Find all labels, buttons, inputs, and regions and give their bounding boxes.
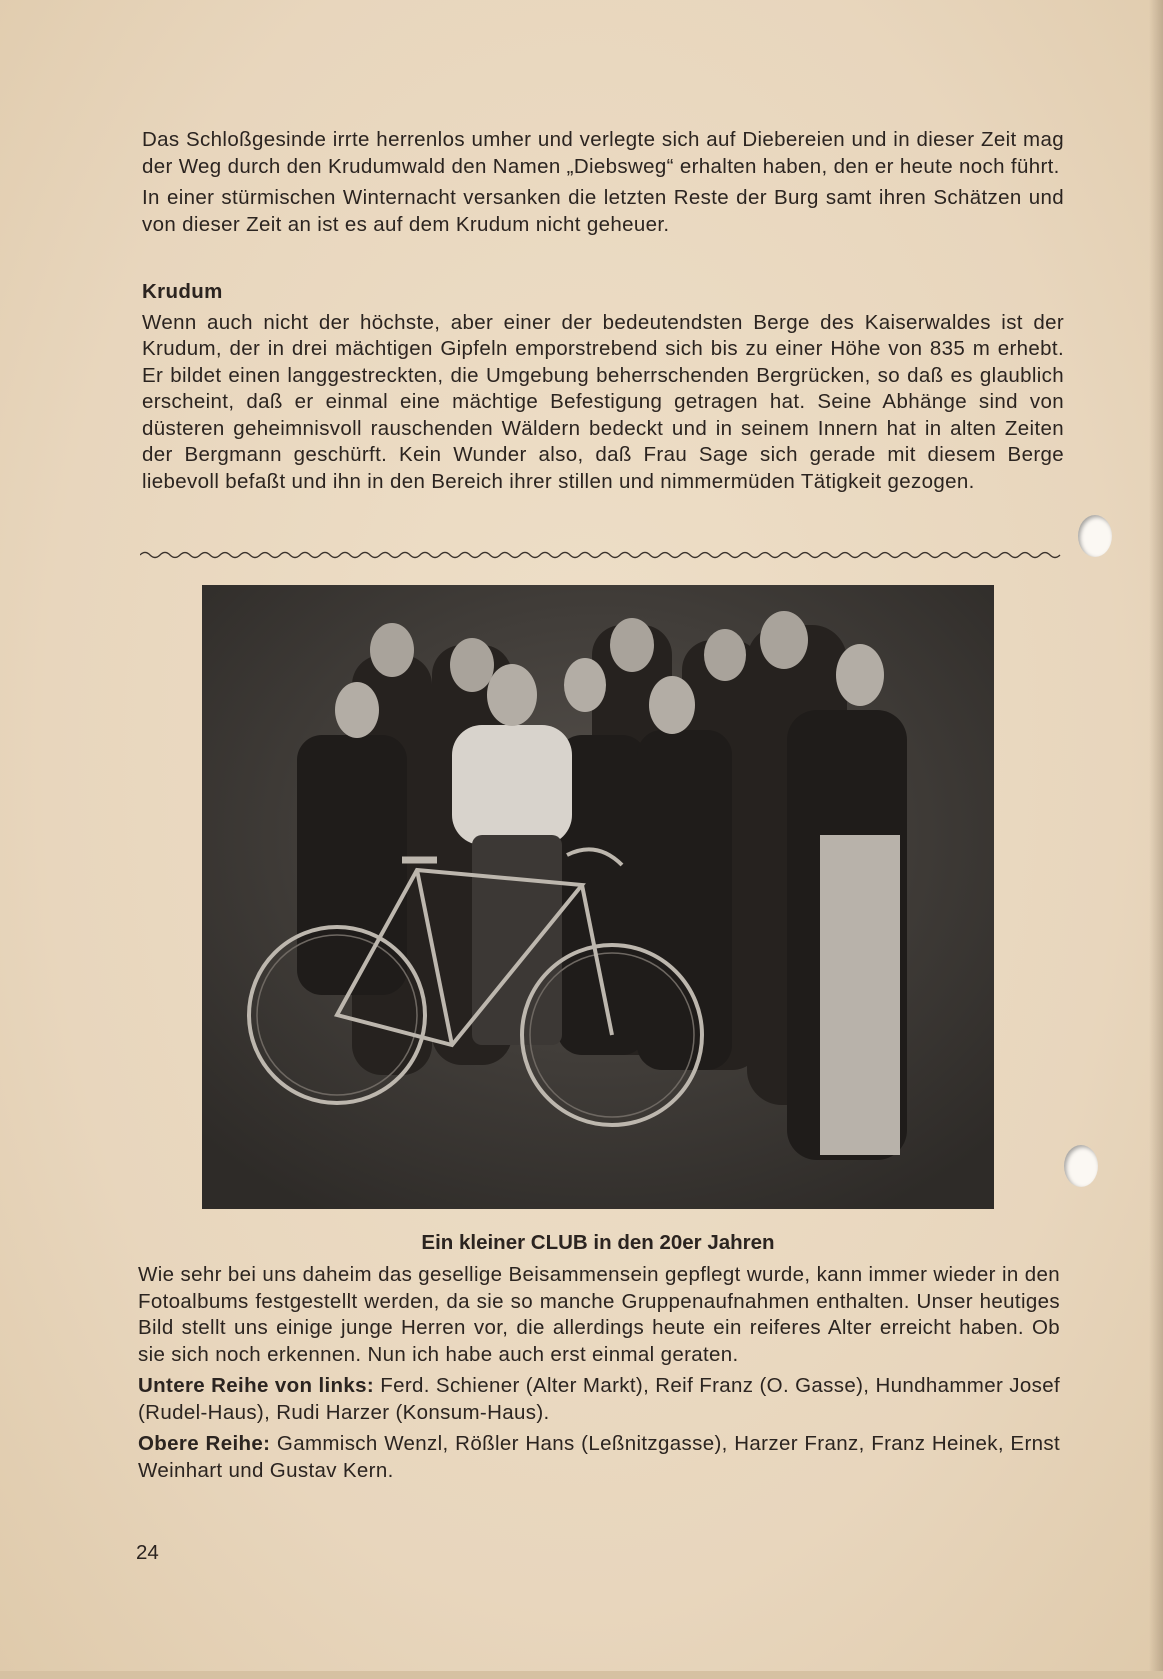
lower-row-line: [138, 1373, 1060, 1426]
page-edge-shadow: [1149, 0, 1163, 1679]
paragraph-krudum: Wenn auch nicht der höchste, aber einer der bedeutendsten Berge des Kaiserwaldes ist der Krudum, der in drei mächtigen Gipfeln emporstrebend sich bis zu einer Höhe von 835 m erhebt. Er bildet einen langgestreckten, die Umgebung beherrschenden Bergrücken, so daß es glaublich erscheint, daß er einmal eine mächtige Befestigung getragen hat. Seine Abhänge sind von düsteren geheimnisvoll rauschenden Wäldern bedeckt und in seinem Innern hat in alten Zeiten der Bergmann geschürft. Kein Wunder also, daß Frau Sage sich gerade mit diesem Berge liebevoll befaßt und ihn in den Bereich ihrer stillen und nimmermüden Tätigkeit gezogen.: [142, 310, 1064, 493]
upper-row-names: Gammisch Wenzl, Rößler Hans (Leßnitzgasse), Harzer Franz, Franz Heinek, Ernst Weinhart und Gustav Kern.: [138, 1432, 1061, 1482]
paragraph-club: Wie sehr bei uns daheim das gesellige Beisammensein gepflegt wurde, kann immer wieder in den Fotoalbums festgestellt werden, da sie so manche Gruppenaufnahmen enthalten. Unser heutiges Bild stellt uns einige junge Herren vor, die allerdings heute ein reiferes Alter erreicht haben. Ob sie sich noch erkennen. Nun ich habe auch erst einmal geraten.: [138, 1263, 1060, 1366]
lower-row-label: Untere Reihe von links:: [138, 1374, 375, 1397]
lower-row-names: Ferd. Schiener (Alter Markt), Reif Franz (O. Gasse), Hundhammer Josef (Rudel-Haus), Rudi Harzer (Konsum-Haus).: [138, 1374, 1061, 1424]
punch-hole-top: [1078, 515, 1112, 557]
upper-row-label: Obere Reihe:: [138, 1432, 271, 1455]
upper-row-line: [138, 1431, 1060, 1484]
photo-caption: Ein kleiner CLUB in den 20er Jahren: [421, 1231, 775, 1254]
page-edge-bottom: [0, 1671, 1163, 1679]
group-photo-illustration: [202, 585, 994, 1209]
club-text-block: [138, 1262, 1060, 1489]
page-number: 24: [136, 1541, 159, 1564]
krudum-section: [142, 279, 1064, 500]
section-heading-krudum: Krudum: [142, 280, 223, 303]
paragraph-winternacht: In einer stürmischen Winternacht versanken die letzten Reste der Burg samt ihren Schätzen und von dieser Zeit an ist es auf dem Krudum nicht geheuer.: [142, 186, 1064, 236]
group-photo: [202, 585, 994, 1209]
intro-text-block: [142, 127, 1064, 243]
wavy-divider: [140, 548, 1065, 562]
punch-hole-bottom: [1064, 1145, 1098, 1187]
paragraph-schlossgesinde: Das Schloßgesinde irrte herrenlos umher und verlegte sich auf Diebereien und in dieser Zeit mag der Weg durch den Krudumwald den Namen „Diebsweg“ erhalten haben, den er heute noch führt.: [142, 128, 1064, 178]
